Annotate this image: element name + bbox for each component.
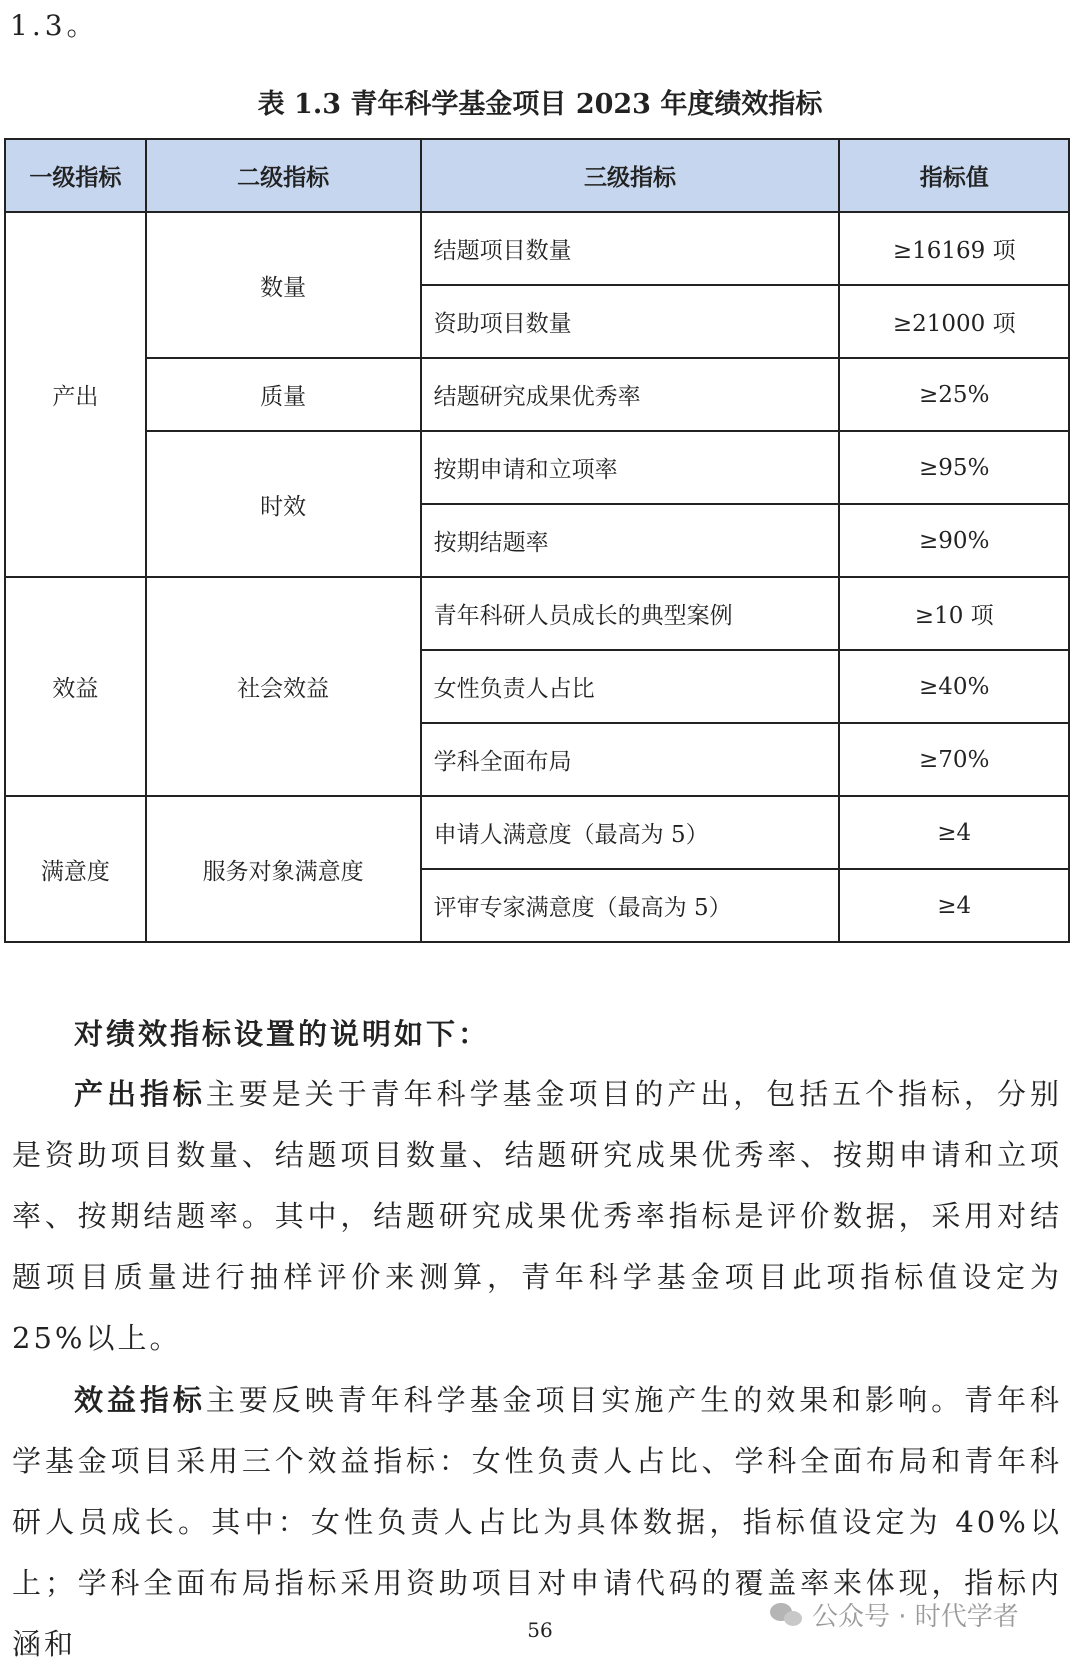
output-indicator-text: 主要是关于青年科学基金项目的产出，包括五个指标，分别是资助项目数量、结题项目数量、结题研究成果优秀率、按期申请和立项率、按期结题率。其中，结题研究成果优秀率指标是评价数据，采用对结题项目质量进行抽样评价来测算，青年科学基金项目此项指标值设定为25%以上。 xyxy=(12,1077,1062,1355)
output-indicator-lead: 产出指标 xyxy=(74,1077,206,1111)
value-cell: ≥25% xyxy=(839,358,1069,431)
header-cell: 二级指标 xyxy=(146,139,421,212)
level2-cell: 时效 xyxy=(146,431,421,577)
level3-cell: 结题研究成果优秀率 xyxy=(421,358,840,431)
output-indicator-paragraph xyxy=(12,1064,1062,1369)
value-cell: ≥95% xyxy=(839,431,1069,504)
value-cell: ≥10 项 xyxy=(839,577,1069,650)
table-row xyxy=(5,577,1069,650)
table-caption: 表 1.3 青年科学基金项目 2023 年度绩效指标 xyxy=(257,89,823,120)
level1-cell: 满意度 xyxy=(5,796,146,942)
table-row xyxy=(5,431,1069,504)
value-cell: ≥16169 项 xyxy=(839,212,1069,285)
table-row xyxy=(5,212,1069,285)
header-cell: 三级指标 xyxy=(421,139,840,212)
level2-cell: 数量 xyxy=(146,212,421,358)
watermark-text: 公众号 · 时代学者 xyxy=(812,1602,1019,1632)
value-cell: ≥21000 项 xyxy=(839,285,1069,358)
level3-cell: 学科全面布局 xyxy=(421,723,840,796)
page-number: 56 xyxy=(527,1618,553,1642)
level3-cell: 结题项目数量 xyxy=(421,212,840,285)
benefit-indicator-text: 主要反映青年科学基金项目实施产生的效果和影响。青年科学基金项目采用三个效益指标：女性负责人占比、学科全面布局和青年科研人员成长。其中：女性负责人占比为具体数据，指标值设定为 40%以上；学科全面布局指标采用资助项目对申请代码的覆盖率来体现，指标内涵和 xyxy=(12,1383,1062,1661)
level3-cell: 青年科研人员成长的典型案例 xyxy=(421,577,840,650)
value-cell: ≥90% xyxy=(839,504,1069,577)
level1-cell: 产出 xyxy=(5,212,146,577)
top-line-text: 1.3。 xyxy=(10,9,99,42)
level3-cell: 评审专家满意度（最高为 5） xyxy=(421,869,840,942)
level2-cell: 质量 xyxy=(146,358,421,431)
value-cell: ≥4 xyxy=(839,796,1069,869)
header-cell: 指标值 xyxy=(839,139,1069,212)
level3-cell: 申请人满意度（最高为 5） xyxy=(421,796,840,869)
level3-cell: 女性负责人占比 xyxy=(421,650,840,723)
performance-table xyxy=(4,138,1070,943)
level2-cell: 服务对象满意度 xyxy=(146,796,421,942)
header-cell: 一级指标 xyxy=(5,139,146,212)
value-cell: ≥4 xyxy=(839,869,1069,942)
benefit-indicator-lead: 效益指标 xyxy=(74,1383,206,1417)
table-row xyxy=(5,358,1069,431)
level1-cell: 效益 xyxy=(5,577,146,796)
explanation-intro: 对绩效指标设置的说明如下： xyxy=(74,1017,491,1051)
level3-cell: 按期结题率 xyxy=(421,504,840,577)
level2-cell: 社会效益 xyxy=(146,577,421,796)
value-cell: ≥70% xyxy=(839,723,1069,796)
level3-cell: 资助项目数量 xyxy=(421,285,840,358)
level3-cell: 按期申请和立项率 xyxy=(421,431,840,504)
value-cell: ≥40% xyxy=(839,650,1069,723)
table-header-row xyxy=(5,139,1069,212)
table-row xyxy=(5,796,1069,869)
